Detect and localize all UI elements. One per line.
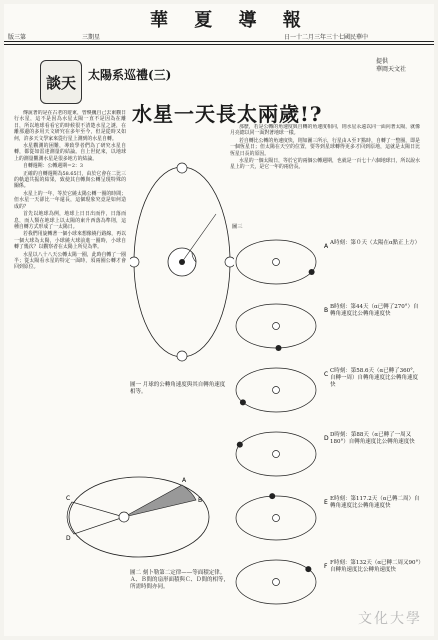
header-rule-thin	[4, 44, 434, 45]
header-rule	[4, 41, 434, 42]
point-b-label: B	[198, 497, 203, 504]
column-logo: 談天	[40, 60, 82, 104]
left-paragraph: 若我們用旋轉著一個小球來想像繞行路線，再以一個大球為太陽，小球繞大球前進一圈時，小球自轉了幾次？以觀察者在太陽上所見為準。	[14, 231, 126, 251]
newspaper-page	[4, 4, 434, 636]
sector-left	[67, 502, 124, 534]
article-title: 水星一天長太兩歲!?	[132, 102, 323, 126]
step-point-label: E	[324, 499, 328, 506]
figure-3-step-text: E時刻：第117.2天（α已轉二周）自轉角速度比公轉角速度快	[330, 496, 420, 509]
right-paragraph: 若自轉比公轉的角速度快，則如圖三所示，行星由Ａ至Ｆ點時，自轉了一整圈，即是一個恆星日；但太陽在天空的位置，要等到星球轉得更多才回到原地，這就是太陽日比恆星日長的原因。	[230, 137, 420, 157]
series-title: 太陽系巡禮(三)	[88, 68, 172, 82]
author-credit	[376, 58, 416, 74]
left-paragraph: 水星以八十八天公轉太陽一圈，此時自轉了一圈半；從太陽看水星的特定一面時，須兩圈公轉才會回到原位。	[14, 251, 126, 271]
figure-3-step-a	[236, 240, 329, 284]
figure-3-step-text: F時刻：第132天（α已轉二周又90°）自轉角速度比公轉角速度快	[330, 560, 422, 573]
right-paragraph: 水星的一個太陽日，等於它的兩個公轉週期，也就是一百七十六個地球日，所以說水星上的一天，是它一年的兩倍長。	[230, 158, 420, 171]
step-point-label: F	[324, 563, 328, 570]
mercury-dot	[269, 493, 275, 499]
figure-3-step-text: B時刻：第44天（α已轉了270°）自轉角速度比公轉角速度快	[330, 304, 419, 317]
mercury-dot	[237, 442, 243, 448]
left-paragraph: 傳說著的是在古老的遊東，曾煥巍自己去東觀日行水星，這不是因為水星太陽一直不是因為在離日，所以地球看看它的時候很不清楚水星之謎，在離那邊的多用天文研究在多年至今，但是從時又如何，許多天文學家來從行星上測到的水星自轉。	[14, 110, 126, 142]
sun-circle	[273, 259, 280, 266]
left-paragraph: 水星觀測的困難，導致學者們為了研究水星自轉，都從如雷達測量的結論。自上世紀來，以地球上的測量觀測水星是很多地方的結論。	[14, 143, 126, 162]
mercury-dot	[276, 345, 282, 351]
right-paragraph: 那麼，若是公轉的角速度與自轉的角速度相同，則水星永遠以同一面向著太陽，就像月亮總以同一面對著地球一樣。	[230, 124, 420, 137]
mercury-dot	[305, 566, 311, 572]
figure-3-step-c	[236, 368, 328, 412]
sun-circle	[119, 512, 129, 522]
figure-3-step-text: A時刻：第０天（太陽在α點正上方）	[330, 240, 421, 246]
publication-date: 日一十二月三年三十七國民華中	[284, 34, 369, 41]
left-paragraph: 正確的自轉週期為58.65日，由於它會在二比三的軌道共振的結果，致使其自轉與公轉呈現特殊的關係。	[14, 170, 126, 190]
left-paragraph: 水星上的一年，等於它繞太陽公轉一圈的時間；但水星一天卻比一年還長，這個現象究竟是如何造成的？	[14, 190, 126, 210]
step-point-label: B	[324, 307, 329, 314]
moon-bottom	[177, 351, 187, 361]
moon-top	[177, 163, 187, 173]
figure-3-step-f	[236, 560, 328, 604]
figure-3-step-text: C時刻：第58.6天（α已轉了360°，自轉一周）自轉角速度比公轉角速度快	[330, 368, 419, 388]
figure-1-moon-orbit	[130, 132, 234, 372]
sector-right	[124, 485, 196, 517]
left-paragraph: 自轉週期：公轉週期＝2：3	[23, 163, 84, 170]
mercury-dot	[240, 399, 246, 405]
sun-circle	[273, 579, 280, 586]
point-c-label: C	[66, 495, 71, 502]
author-label: 提供	[376, 58, 389, 65]
step-point-label: A	[324, 243, 329, 250]
figure-1-caption: 圖一 月球的公轉角速度與其自轉角速度相等。	[130, 382, 226, 395]
mercury-dot	[309, 269, 315, 275]
sun-circle	[273, 323, 280, 330]
step-point-label: D	[324, 435, 329, 442]
figure-3-step-d	[236, 432, 329, 476]
figure-3-step-e	[236, 493, 328, 540]
figure-3-label: 圖三	[232, 224, 243, 230]
sun-circle	[273, 387, 280, 394]
sun-circle	[273, 515, 280, 522]
moon-left	[130, 257, 139, 267]
figure-3-step-text: D時刻：第88天（α已轉了一周又180°）自轉角速度比公轉角速度快	[330, 432, 415, 445]
issue-number: 三期星	[82, 34, 101, 41]
point-d-label: D	[66, 535, 71, 542]
author-name: 華岡天文社	[376, 66, 407, 73]
planet-orbit	[69, 477, 209, 557]
figure-2-kepler-law	[64, 472, 214, 562]
left-paragraph: 首先以地球為例，地球上日日出而作，日落而息，而人類在地球上以太陽的東升西落為準則，這種自轉方式形成了一太陽日。	[14, 211, 126, 230]
page-number: 版三第	[8, 34, 27, 41]
step-point-label: C	[324, 371, 329, 378]
sun-circle	[273, 451, 280, 458]
figure-2-caption: 圖二 刻卜勒第二定律——等面積定律。Ａ、Ｂ間的扇形面積與Ｃ、Ｄ間的相等，所需時間亦同。	[130, 570, 230, 590]
article-right-column	[230, 124, 420, 220]
angle-line	[182, 214, 216, 262]
point-a-label: A	[182, 477, 187, 484]
watermark: 文化大學	[358, 611, 422, 627]
figure-3-step-b	[236, 304, 328, 351]
masthead: 華 夏 導 報	[150, 10, 311, 31]
